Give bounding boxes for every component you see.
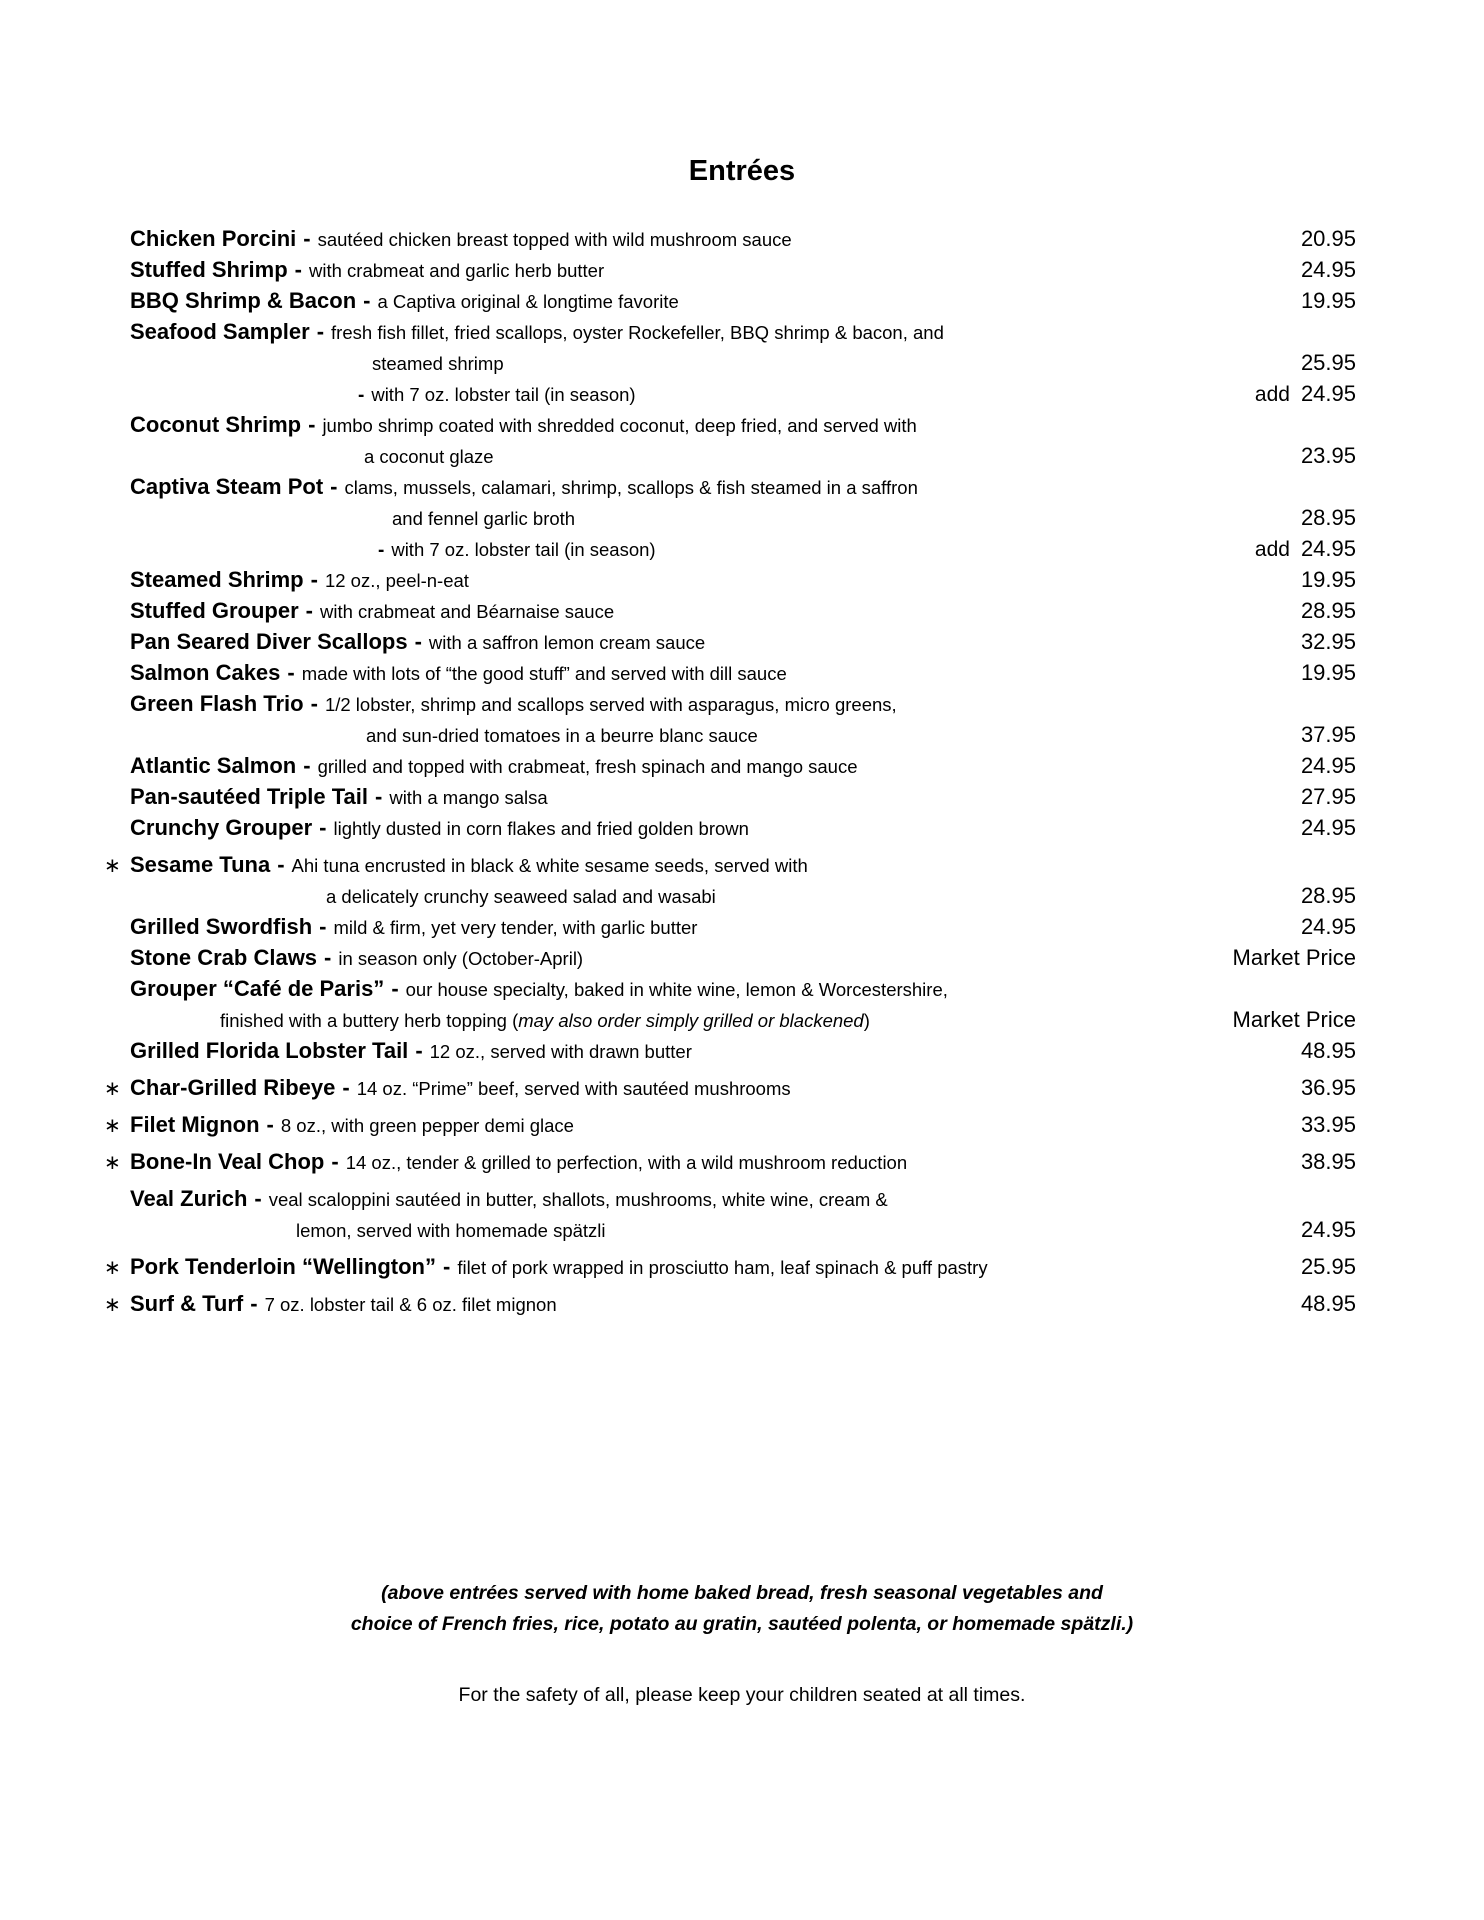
menu-item-continuation-line <box>130 1217 1356 1248</box>
menu-item-text <box>104 1075 1287 1101</box>
menu-item-line <box>130 1186 1356 1217</box>
name-description-dash: - <box>303 226 311 251</box>
menu-item-line <box>104 1075 1356 1106</box>
item-description: filet of pork wrapped in prosciutto ham, leaf spinach & puff pastry <box>457 1257 988 1278</box>
menu-item-text <box>130 446 1287 468</box>
price-area <box>1301 753 1356 779</box>
name-description-dash: - <box>342 1075 350 1100</box>
item-name: Bone-In Veal Chop <box>130 1149 325 1174</box>
item-price: 24.95 <box>1300 536 1356 561</box>
menu-item-text <box>130 474 1356 500</box>
item-name: Seafood Sampler <box>130 319 310 344</box>
menu-item-continuation-line <box>130 883 1356 914</box>
menu-item-text <box>104 1291 1287 1317</box>
item-description: jumbo shrimp coated with shredded coconut, deep fried, and served with <box>322 415 917 436</box>
menu-item-text <box>130 725 1287 747</box>
item-price: 25.95 <box>1300 350 1356 375</box>
menu-item-line <box>130 691 1356 722</box>
price-area <box>1301 1217 1356 1243</box>
menu-item <box>130 598 1356 629</box>
item-description: a delicately crunchy seaweed salad and wasabi <box>326 886 716 907</box>
asterisk-marker: ∗ <box>104 1257 121 1279</box>
name-description-dash: - <box>391 976 399 1001</box>
item-description: grilled and topped with crabmeat, fresh spinach and mango sauce <box>317 756 858 777</box>
price-area <box>1301 505 1356 531</box>
menu-item-text <box>104 1112 1287 1138</box>
name-description-dash: - <box>287 660 295 685</box>
item-name: Chicken Porcini <box>130 226 297 251</box>
menu-item-line <box>130 412 1356 443</box>
price-area <box>1301 350 1356 376</box>
item-name: Filet Mignon <box>130 1112 260 1137</box>
asterisk-marker: ∗ <box>104 1115 121 1137</box>
item-description: steamed shrimp <box>372 353 504 374</box>
menu-item-continuation-line <box>130 350 1356 381</box>
name-description-dash: - <box>319 815 327 840</box>
menu-item <box>130 976 1356 1038</box>
menu-item <box>104 1112 1356 1143</box>
price-area <box>1301 629 1356 655</box>
menu-item-text <box>130 412 1356 438</box>
menu-item-text <box>130 508 1287 530</box>
menu-item-text <box>130 886 1287 908</box>
option-dash: - <box>358 385 365 406</box>
item-price: 19.95 <box>1300 660 1356 685</box>
item-description: fresh fish fillet, fried scallops, oyster Rockefeller, BBQ shrimp & bacon, and <box>331 322 944 343</box>
menu-items-list <box>0 226 1484 1322</box>
menu-item-line <box>130 1038 1356 1069</box>
menu-item-line <box>130 753 1356 784</box>
price-area <box>1233 945 1356 971</box>
menu-item-text <box>130 539 1241 562</box>
name-description-dash: - <box>316 319 325 344</box>
entrees-served-note <box>0 1578 1484 1640</box>
menu-item <box>130 914 1356 945</box>
item-name: Veal Zurich <box>130 1186 248 1211</box>
price-area <box>1301 598 1356 624</box>
item-description: made with lots of “the good stuff” and served with dill sauce <box>301 663 787 684</box>
menu-item <box>130 691 1356 753</box>
menu-item-line <box>104 1291 1356 1322</box>
item-price: 20.95 <box>1300 226 1356 251</box>
menu-item-continuation-line <box>130 505 1356 536</box>
item-name: Sesame Tuna <box>130 852 271 877</box>
price-area <box>1301 226 1356 252</box>
menu-item-line <box>130 784 1356 815</box>
menu-item-continuation-line <box>130 443 1356 474</box>
item-price: 24.95 <box>1300 257 1356 282</box>
price-area <box>1301 1291 1356 1317</box>
item-description: and sun-dried tomatoes in a beurre blanc sauce <box>366 725 758 746</box>
menu-item-text <box>130 257 1287 283</box>
item-description: with crabmeat and garlic herb butter <box>309 260 605 281</box>
item-name: Atlantic Salmon <box>130 753 297 778</box>
menu-item-line <box>130 319 1356 350</box>
menu-item <box>130 567 1356 598</box>
item-price: 24.95 <box>1300 753 1356 778</box>
item-name: Grilled Florida Lobster Tail <box>130 1038 409 1063</box>
menu-item-text <box>130 384 1241 407</box>
item-description: 14 oz. “Prime” beef, served with sautéed mushrooms <box>356 1078 791 1099</box>
menu-item-line <box>130 288 1356 319</box>
menu-item <box>130 1038 1356 1069</box>
price-area <box>1301 660 1356 686</box>
item-price: 48.95 <box>1300 1038 1356 1063</box>
item-description: may also order simply grilled or blackened <box>518 1010 864 1031</box>
item-price: Market Price <box>1232 945 1356 970</box>
menu-item-line <box>130 598 1356 629</box>
menu-item-text <box>130 914 1287 940</box>
price-area <box>1301 443 1356 469</box>
item-price: 37.95 <box>1300 722 1356 747</box>
menu-item-line <box>130 976 1356 1007</box>
item-description: 8 oz., with green pepper demi glace <box>280 1115 574 1136</box>
item-price: Market Price <box>1232 1007 1356 1032</box>
name-description-dash: - <box>330 474 338 499</box>
item-name: Char-Grilled Ribeye <box>130 1075 336 1100</box>
item-price: 19.95 <box>1300 288 1356 313</box>
item-description: 7 oz. lobster tail & 6 oz. filet mignon <box>264 1294 557 1315</box>
name-description-dash: - <box>294 257 302 282</box>
price-area <box>1301 1254 1356 1280</box>
add-label: add <box>1254 538 1290 561</box>
item-description: a Captiva original & longtime favorite <box>377 291 679 312</box>
item-description: with a mango salsa <box>389 787 548 808</box>
menu-item <box>130 226 1356 257</box>
menu-item <box>130 319 1356 412</box>
item-description: with crabmeat and Béarnaise sauce <box>320 601 615 622</box>
menu-item-continuation-line <box>130 722 1356 753</box>
menu-item-text <box>130 1186 1356 1212</box>
price-area <box>1301 1038 1356 1064</box>
price-area <box>1301 257 1356 283</box>
price-area <box>1301 1075 1356 1101</box>
menu-item-line <box>104 1112 1356 1143</box>
name-description-dash: - <box>324 945 332 970</box>
menu-item <box>130 629 1356 660</box>
asterisk-marker: ∗ <box>104 855 121 877</box>
menu-item-line <box>104 852 1356 883</box>
asterisk-marker: ∗ <box>104 1294 121 1316</box>
name-description-dash: - <box>442 1254 451 1279</box>
safety-note: For the safety of all, please keep your children seated at all times. <box>458 1684 1026 1706</box>
entrees-served-note-line1: (above entrées served with home baked bread, fresh seasonal vegetables and <box>381 1582 1103 1604</box>
menu-item-text <box>130 567 1287 593</box>
item-name: Coconut Shrimp <box>130 412 302 437</box>
item-description: our house specialty, baked in white wine, lemon & Worcestershire, <box>405 979 948 1000</box>
menu-item-text <box>130 598 1287 624</box>
item-description: ) <box>863 1010 870 1031</box>
price-area <box>1301 288 1356 314</box>
menu-item-text <box>130 691 1356 717</box>
item-description: sautéed chicken breast topped with wild mushroom sauce <box>317 229 792 250</box>
price-area <box>1255 536 1356 562</box>
price-area <box>1301 722 1356 748</box>
item-description: with 7 oz. lobster tail (in season) <box>371 384 636 405</box>
item-name: Green Flash Trio <box>130 691 304 716</box>
item-price: 24.95 <box>1300 1217 1356 1242</box>
option-dash: - <box>378 540 385 561</box>
price-area <box>1301 883 1356 909</box>
menu-item <box>104 1254 1356 1285</box>
item-name: Captiva Steam Pot <box>130 474 324 499</box>
add-label: add <box>1254 383 1290 406</box>
item-description: Ahi tuna encrusted in black & white sesame seeds, served with <box>291 855 808 876</box>
asterisk-marker: ∗ <box>104 1152 121 1174</box>
price-area <box>1301 784 1356 810</box>
menu-item <box>130 1186 1356 1248</box>
name-description-dash: - <box>331 1149 339 1174</box>
item-description: mild & firm, yet very tender, with garlic butter <box>333 917 698 938</box>
menu-item <box>130 945 1356 976</box>
price-area <box>1255 381 1356 407</box>
price-area <box>1301 815 1356 841</box>
menu-item-text <box>130 945 1219 971</box>
menu-item-line <box>130 567 1356 598</box>
menu-item-text <box>130 353 1287 375</box>
item-name: Pan Seared Diver Scallops <box>130 629 408 654</box>
menu-item <box>130 784 1356 815</box>
item-price: 33.95 <box>1300 1112 1356 1137</box>
item-price: 48.95 <box>1300 1291 1356 1316</box>
item-description: in season only (October-April) <box>338 948 584 969</box>
item-name: Crunchy Grouper <box>130 815 313 840</box>
price-area <box>1301 914 1356 940</box>
menu-item-text <box>130 319 1356 345</box>
item-name: Salmon Cakes <box>130 660 281 685</box>
menu-item-text <box>130 753 1287 779</box>
item-price: 25.95 <box>1300 1254 1356 1279</box>
price-area <box>1301 1112 1356 1138</box>
menu-item-text <box>130 629 1287 655</box>
name-description-dash: - <box>414 629 422 654</box>
menu-item <box>130 660 1356 691</box>
menu-item-continuation-line <box>130 1007 1356 1038</box>
menu-item-line <box>104 1149 1356 1180</box>
entrees-served-note-line2: choice of French fries, rice, potato au gratin, sautéed polenta, or homemade spätzli.) <box>350 1613 1134 1635</box>
menu-item-text <box>130 226 1287 252</box>
menu-item-text <box>104 1254 1287 1280</box>
price-area <box>1233 1007 1356 1033</box>
item-price: 27.95 <box>1300 784 1356 809</box>
menu-item <box>130 815 1356 846</box>
item-price: 38.95 <box>1300 1149 1356 1174</box>
item-price: 24.95 <box>1300 815 1356 840</box>
menu-item <box>130 412 1356 474</box>
item-price: 32.95 <box>1300 629 1356 654</box>
item-description: a coconut glaze <box>364 446 494 467</box>
name-description-dash: - <box>319 914 327 939</box>
name-description-dash: - <box>308 412 316 437</box>
item-description: finished with a buttery herb topping ( <box>220 1010 519 1031</box>
item-name: Stuffed Shrimp <box>130 257 288 282</box>
menu-item-text <box>104 852 1356 878</box>
item-name: BBQ Shrimp & Bacon <box>130 288 357 313</box>
item-price: 28.95 <box>1300 598 1356 623</box>
name-description-dash: - <box>305 598 313 623</box>
name-description-dash: - <box>250 1291 258 1316</box>
item-name: Stuffed Grouper <box>130 598 299 623</box>
menu-item-line <box>130 945 1356 976</box>
menu-item-line <box>130 815 1356 846</box>
item-price: 24.95 <box>1300 381 1356 406</box>
item-description: 14 oz., tender & grilled to perfection, with a wild mushroom reduction <box>345 1152 908 1173</box>
name-description-dash: - <box>375 784 383 809</box>
name-description-dash: - <box>310 567 318 592</box>
item-name: Steamed Shrimp <box>130 567 304 592</box>
price-area <box>1301 1149 1356 1175</box>
menu-item <box>104 1075 1356 1106</box>
menu-item-text <box>130 1038 1287 1064</box>
asterisk-marker: ∗ <box>104 1078 121 1100</box>
menu-item <box>130 257 1356 288</box>
item-name: Grouper “Café de Paris” <box>130 976 385 1001</box>
price-area <box>1301 567 1356 593</box>
menu-item-text <box>130 288 1287 314</box>
item-price: 28.95 <box>1300 883 1356 908</box>
menu-item-line <box>130 660 1356 691</box>
menu-item-text <box>130 976 1356 1002</box>
item-price: 23.95 <box>1300 443 1356 468</box>
page-title: Entrées <box>688 155 796 187</box>
item-name: Pork Tenderloin “Wellington” <box>130 1254 436 1279</box>
item-name: Stone Crab Claws <box>130 945 318 970</box>
menu-item-text <box>130 1010 1219 1032</box>
menu-item-text <box>130 660 1287 686</box>
item-price: 19.95 <box>1300 567 1356 592</box>
item-description: with a saffron lemon cream sauce <box>428 632 706 653</box>
menu-item-line <box>130 474 1356 505</box>
item-name: Surf & Turf <box>130 1291 244 1316</box>
name-description-dash: - <box>303 753 311 778</box>
name-description-dash: - <box>277 852 285 877</box>
item-description: and fennel garlic broth <box>392 508 576 529</box>
item-price: 36.95 <box>1300 1075 1356 1100</box>
menu-item <box>130 753 1356 784</box>
name-description-dash: - <box>415 1038 423 1063</box>
item-description: 1/2 lobster, shrimp and scallops served with asparagus, micro greens, <box>324 694 897 715</box>
item-price: 24.95 <box>1300 914 1356 939</box>
item-description: clams, mussels, calamari, shrimp, scallops & fish steamed in a saffron <box>344 477 918 498</box>
menu-item-text <box>130 1220 1287 1242</box>
item-description: lightly dusted in corn flakes and fried golden brown <box>333 818 749 839</box>
menu-item <box>104 1149 1356 1180</box>
name-description-dash: - <box>254 1186 262 1211</box>
menu-item-line <box>130 257 1356 288</box>
menu-item <box>130 288 1356 319</box>
name-description-dash: - <box>266 1112 274 1137</box>
menu-item-continuation-line <box>130 381 1356 412</box>
item-name: Pan-sautéed Triple Tail <box>130 784 368 809</box>
menu-item-text <box>104 1149 1287 1175</box>
menu-item <box>104 852 1356 914</box>
item-description: 12 oz., peel-n-eat <box>324 570 469 591</box>
name-description-dash: - <box>363 288 371 313</box>
menu-item-continuation-line <box>130 536 1356 567</box>
item-price: 28.95 <box>1300 505 1356 530</box>
menu-item-line <box>130 629 1356 660</box>
item-description: lemon, served with homemade spätzli <box>296 1220 606 1241</box>
menu-item-line <box>130 914 1356 945</box>
menu-item-line <box>104 1254 1356 1285</box>
menu-item-line <box>130 226 1356 257</box>
menu-item-text <box>130 815 1287 841</box>
menu-item <box>130 474 1356 567</box>
menu-item <box>104 1291 1356 1322</box>
item-description: veal scaloppini sautéed in butter, shallots, mushrooms, white wine, cream & <box>268 1189 888 1210</box>
menu-item-text <box>130 784 1287 810</box>
item-description: with 7 oz. lobster tail (in season) <box>391 539 656 560</box>
name-description-dash: - <box>310 691 318 716</box>
item-name: Grilled Swordfish <box>130 914 313 939</box>
item-description: 12 oz., served with drawn butter <box>429 1041 692 1062</box>
